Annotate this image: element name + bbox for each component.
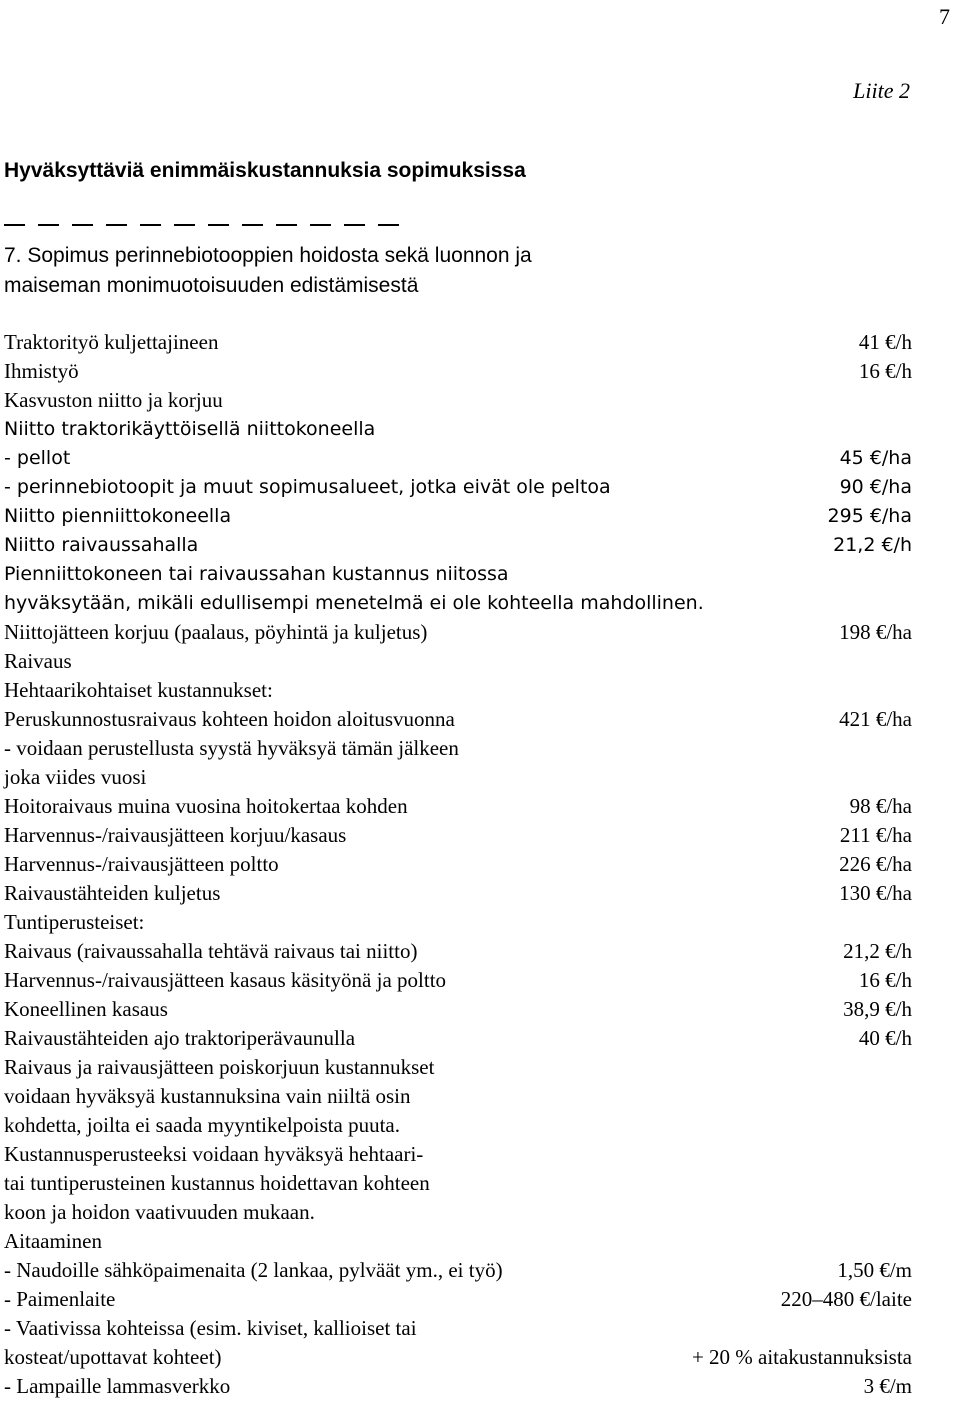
cost-row-label: hyväksytään, mikäli edullisempi menetelmä ei ole kohteella mahdollinen. bbox=[4, 592, 704, 614]
cost-row-value: 421 €/ha bbox=[839, 707, 912, 731]
cost-row bbox=[4, 794, 912, 823]
cost-row bbox=[4, 939, 912, 968]
page-number: 7 bbox=[939, 4, 950, 29]
section-heading-line-1: 7. Sopimus perinnebiotooppien hoidosta sekä luonnon ja bbox=[4, 244, 532, 267]
section-heading-line-2: maiseman monimuotoisuuden edistämisestä bbox=[4, 274, 419, 297]
cost-row-label: Hehtaarikohtaiset kustannukset: bbox=[4, 678, 273, 702]
cost-row-label: - Paimenlaite bbox=[4, 1287, 116, 1311]
cost-row-label: - Lampaille lammasverkko bbox=[4, 1374, 231, 1398]
cost-row-label: - pellot bbox=[4, 447, 71, 469]
cost-row-label: Traktorityö kuljettajineen bbox=[4, 330, 219, 354]
cost-row-label: - Vaativissa kohteissa (esim. kiviset, kallioiset tai bbox=[4, 1316, 417, 1340]
cost-row-value: 90 €/ha bbox=[839, 476, 912, 498]
dash-separator bbox=[4, 224, 399, 226]
cost-row bbox=[4, 765, 912, 794]
cost-row bbox=[4, 707, 912, 736]
cost-row-label: joka viides vuosi bbox=[4, 765, 147, 789]
cost-row bbox=[4, 591, 912, 620]
cost-row-value: 220–480 €/laite bbox=[780, 1287, 912, 1311]
cost-row-label: Kasvuston niitto ja korjuu bbox=[4, 388, 223, 412]
cost-row bbox=[4, 504, 912, 533]
cost-row-label: Raivaustähteiden kuljetus bbox=[4, 881, 221, 905]
cost-row-label: Tuntiperusteiset: bbox=[4, 910, 145, 934]
cost-row bbox=[4, 1026, 912, 1055]
cost-row-label: - Naudoille sähköpaimenaita (2 lankaa, pylväät ym., ei työ) bbox=[4, 1258, 503, 1282]
cost-row bbox=[4, 678, 912, 707]
cost-row-label: Niitto traktorikäyttöisellä niittokoneella bbox=[4, 418, 376, 440]
cost-row-value: 211 €/ha bbox=[839, 823, 912, 847]
cost-row-label: Niitto raivaussahalla bbox=[4, 534, 199, 556]
cost-row-label: - perinnebiotoopit ja muut sopimusalueet, jotka eivät ole peltoa bbox=[4, 476, 611, 498]
cost-row bbox=[4, 388, 912, 417]
cost-row-value: 3 €/m bbox=[863, 1374, 912, 1398]
cost-row-label: Aitaaminen bbox=[4, 1229, 102, 1253]
cost-row-value: 41 €/h bbox=[858, 330, 912, 354]
cost-row bbox=[4, 968, 912, 997]
cost-row bbox=[4, 1084, 912, 1113]
cost-row-value: 295 €/ha bbox=[827, 505, 912, 527]
cost-row-value: 98 €/ha bbox=[849, 794, 912, 818]
cost-row-label: Hoitoraivaus muina vuosina hoitokertaa kohden bbox=[4, 794, 408, 818]
cost-row-value: 16 €/h bbox=[858, 968, 912, 992]
cost-row-value: 198 €/ha bbox=[839, 620, 912, 644]
cost-row-label: koon ja hoidon vaativuuden mukaan. bbox=[4, 1200, 315, 1224]
cost-row bbox=[4, 417, 912, 446]
cost-row bbox=[4, 736, 912, 765]
cost-row bbox=[4, 1142, 912, 1171]
cost-row-label: Niittojätteen korjuu (paalaus, pöyhintä ja kuljetus) bbox=[4, 620, 428, 644]
cost-row-label: Raivaus (raivaussahalla tehtävä raivaus tai niitto) bbox=[4, 939, 418, 963]
cost-row bbox=[4, 359, 912, 388]
cost-row-label: Raivaus ja raivausjätteen poiskorjuun kustannukset bbox=[4, 1055, 435, 1079]
cost-row bbox=[4, 852, 912, 881]
cost-row-label: Raivaustähteiden ajo traktoriperävaunulla bbox=[4, 1026, 356, 1050]
cost-row bbox=[4, 1287, 912, 1316]
cost-row-value: 38,9 €/h bbox=[843, 997, 912, 1021]
cost-row bbox=[4, 823, 912, 852]
cost-row bbox=[4, 446, 912, 475]
cost-row-value: + 20 % aitakustannuksista bbox=[691, 1345, 912, 1369]
cost-row bbox=[4, 1229, 912, 1258]
cost-row-label: voidaan hyväksyä kustannuksina vain niiltä osin bbox=[4, 1084, 411, 1108]
cost-row-label: Pienniittokoneen tai raivaussahan kustannus niitossa bbox=[4, 563, 509, 585]
cost-row-label: Ihmistyö bbox=[4, 359, 79, 383]
cost-row-label: Harvennus-/raivausjätteen korjuu/kasaus bbox=[4, 823, 347, 847]
cost-row bbox=[4, 533, 912, 562]
cost-row-value: 1,50 €/m bbox=[837, 1258, 912, 1282]
cost-row bbox=[4, 1258, 912, 1287]
cost-row-value: 226 €/ha bbox=[839, 852, 912, 876]
cost-row bbox=[4, 1055, 912, 1084]
cost-row bbox=[4, 620, 912, 649]
cost-row-value: 45 €/ha bbox=[839, 447, 912, 469]
cost-row-label: Kustannusperusteeksi voidaan hyväksyä hehtaari- bbox=[4, 1142, 424, 1166]
cost-row bbox=[4, 1345, 912, 1374]
cost-row-value: 16 €/h bbox=[858, 359, 912, 383]
cost-row-value: 40 €/h bbox=[858, 1026, 912, 1050]
cost-row bbox=[4, 1374, 912, 1403]
cost-row bbox=[4, 330, 912, 359]
cost-row bbox=[4, 1113, 912, 1142]
cost-row-label: Peruskunnostusraivaus kohteen hoidon aloitusvuonna bbox=[4, 707, 455, 731]
cost-row bbox=[4, 997, 912, 1026]
cost-row bbox=[4, 475, 912, 504]
cost-row-label: Niitto pienniittokoneella bbox=[4, 505, 232, 527]
appendix-label: Liite 2 bbox=[853, 78, 910, 103]
cost-row-value: 21,2 €/h bbox=[843, 939, 912, 963]
cost-row bbox=[4, 1200, 912, 1229]
cost-row-label: Harvennus-/raivausjätteen kasaus käsityönä ja poltto bbox=[4, 968, 447, 992]
cost-row bbox=[4, 649, 912, 678]
cost-row-label: kohdetta, joilta ei saada myyntikelpoista puuta. bbox=[4, 1113, 400, 1137]
cost-row-label: Raivaus bbox=[4, 649, 72, 673]
cost-row bbox=[4, 881, 912, 910]
cost-row-label: tai tuntiperusteinen kustannus hoidettavan kohteen bbox=[4, 1171, 430, 1195]
page-title: Hyväksyttäviä enimmäiskustannuksia sopimuksissa bbox=[4, 159, 526, 182]
cost-row-label: Koneellinen kasaus bbox=[4, 997, 168, 1021]
cost-row bbox=[4, 910, 912, 939]
cost-row-value: 21,2 €/h bbox=[833, 534, 912, 556]
cost-row bbox=[4, 1316, 912, 1345]
cost-row-label: - voidaan perustellusta syystä hyväksyä tämän jälkeen bbox=[4, 736, 459, 760]
cost-row-label: kosteat/upottavat kohteet) bbox=[4, 1345, 222, 1369]
cost-row bbox=[4, 562, 912, 591]
cost-row-value: 130 €/ha bbox=[839, 881, 912, 905]
cost-row-label: Harvennus-/raivausjätteen poltto bbox=[4, 852, 279, 876]
cost-row bbox=[4, 1171, 912, 1200]
